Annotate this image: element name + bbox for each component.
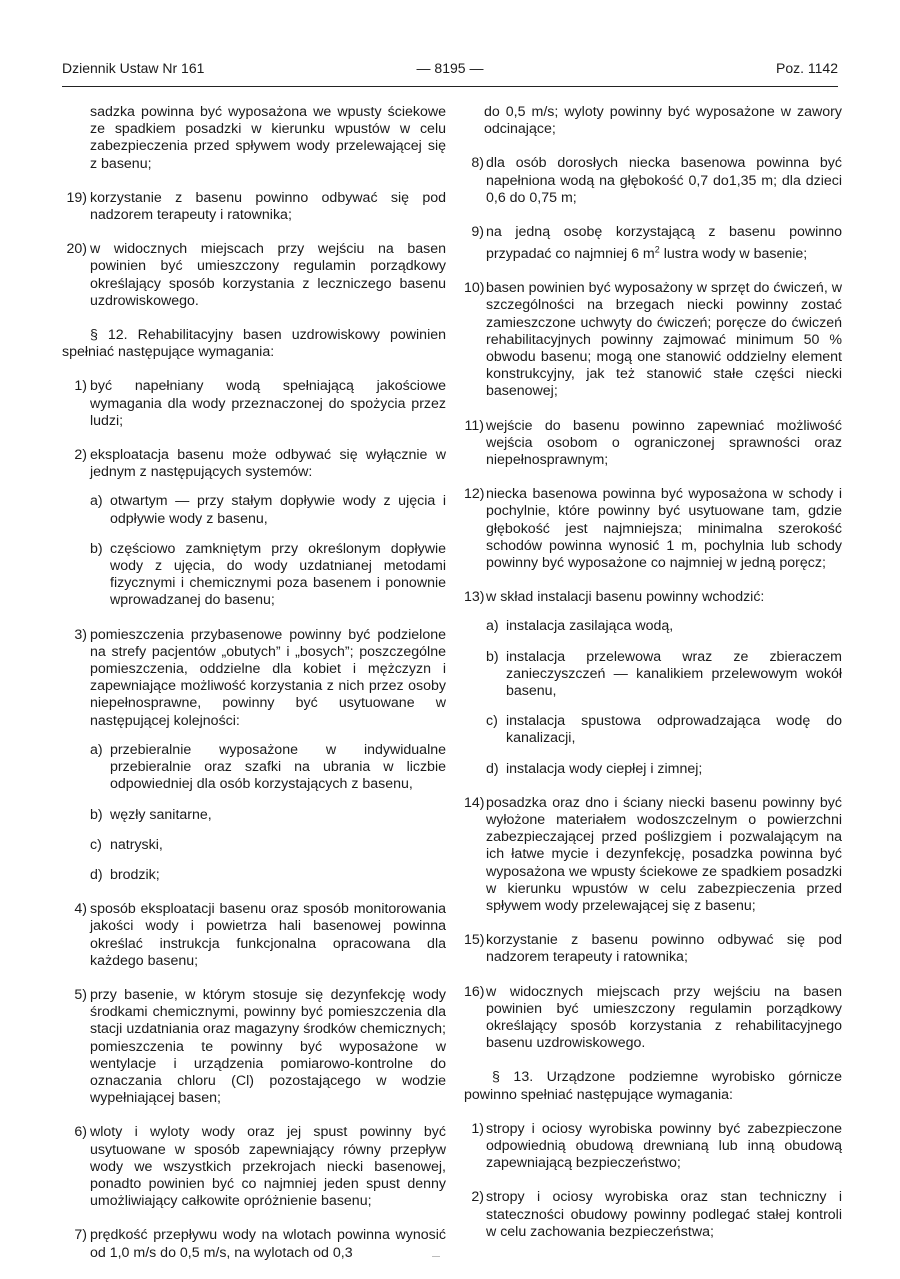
sub-item-text: instalacja zasilająca wodą,	[506, 618, 674, 635]
item-text: wejście do basenu powinno zapewniać możliwość wejścia osobom o ograniczonej sprawności oraz niepełnosprawnym;	[486, 417, 842, 468]
sub-item-letter: c)	[486, 713, 498, 730]
list-item	[62, 190, 446, 224]
continued-text: sadzka powinna być wyposażona we wpusty ściekowe ze spadkiem posadzki w kierunku wpustów w celu zabezpieczenia przed spływem wody przelewającej się z basenu;	[90, 104, 446, 172]
sub-item	[62, 837, 446, 854]
sub-item-letter: a)	[90, 741, 103, 758]
item-number: 13)	[464, 589, 485, 606]
item-text: dla osób dorosłych niecka basenowa powinna być napełniona wodą na głębokość 0,7 do1,35 m; dla dzieci 0,6 do 0,75 m;	[486, 155, 842, 206]
item-number: 12)	[464, 486, 485, 503]
item-number: 15)	[464, 932, 485, 949]
sub-item-text: otwartym — przy stałym dopływie wody z ujęcia i odpływie wody z basenu,	[110, 493, 446, 527]
list-item	[62, 1124, 446, 1210]
list-item	[62, 901, 446, 970]
item-text: eksploatacja basenu może odbywać się wyłącznie w jednym z następujących systemów:	[90, 447, 446, 481]
journal-title: Dziennik Ustaw Nr 161	[62, 60, 205, 76]
sub-item-text: instalacja przelewowa wraz ze zbieraczem zanieczyszczeń — kanalikiem przelewowym wokół basenu,	[506, 648, 842, 700]
item-text: w widocznych miejscach przy wejściu na basen powinien być umieszczony regulamin porządkowy określający sposób korzystania z rehabilitacyjnego basenu uzdrowiskowego.	[486, 983, 842, 1052]
list-item	[464, 280, 842, 400]
sub-item-letter: c)	[90, 836, 102, 853]
position-number: Poz. 1142	[775, 60, 838, 76]
list-item	[464, 589, 842, 606]
sub-item	[62, 541, 446, 610]
right-column	[464, 104, 842, 1258]
sub-item-text: częściowo zamkniętym przy określonym dopływie wody z ujęcia, do wody uzdatnianej metodami fizycznymi i chemicznymi poza basenem i ponownie wprowadzanej do basenu;	[110, 540, 446, 609]
list-item	[464, 1189, 842, 1241]
sub-item-letter: d)	[486, 760, 499, 777]
sub-item-text: instalacja wody ciepłej i zimnej;	[506, 760, 703, 777]
sub-item-text: natryski,	[110, 836, 163, 853]
list-item	[62, 378, 446, 430]
item-number: 7)	[74, 1227, 87, 1244]
sub-item	[464, 649, 842, 701]
item-text: korzystanie z basenu powinno odbywać się pod nadzorem terapeuty i ratownika;	[90, 189, 446, 224]
sub-item-letter: b)	[90, 806, 103, 823]
item-text: wloty i wyloty wody oraz jej spust powinny być usytuowane w sposób zapewniający równy przepływ wody we wszystkich przekrojach niecki basenowej, ponadto powinien być co najmniej jeden spust denny umożliwiający całkowite opróżnienie basenu;	[90, 1124, 446, 1210]
list-item	[464, 795, 842, 915]
list-item	[464, 418, 842, 470]
sub-item	[464, 761, 842, 778]
section-12-heading: § 12. Rehabilitacyjny basen uzdrowiskowy powinien spełniać następujące wymagania:	[62, 327, 446, 361]
sub-item	[62, 493, 446, 527]
sub-item	[62, 867, 446, 884]
sub-item-text: brodzik;	[110, 866, 160, 883]
left-column	[62, 104, 446, 1279]
sub-item-text: instalacja spustowa odprowadzająca wodę do kanalizacji,	[506, 713, 842, 747]
sub-item-letter: d)	[90, 866, 103, 883]
list-item	[464, 224, 842, 263]
item-number: 2)	[471, 1189, 484, 1206]
item-text: być napełniany wodą spełniającą jakościowe wymagania dla wody przeznaczonej do spożycia przez ludzi;	[90, 378, 446, 429]
item-text: w widocznych miejscach przy wejściu na basen powinien być umieszczony regulamin porządkowy określający sposób korzystania z leczniczego basenu uzdrowiskowego.	[90, 241, 446, 309]
item-number: 3)	[74, 626, 87, 643]
page-number: — 8195 —	[416, 60, 484, 76]
sub-item-letter: a)	[90, 493, 103, 510]
item-text: stropy i ociosy wyrobiska oraz stan techniczny i stateczności obudowy powinny podlegać stałej kontroli w celu zachowania bezpieczeństwa;	[486, 1189, 842, 1240]
section-13-heading: § 13. Urządzone podziemne wyrobisko górnicze powinno spełniać następujące wymagania:	[464, 1069, 842, 1103]
item-number: 4)	[74, 901, 87, 918]
sub-item-letter: b)	[486, 648, 499, 665]
header-rule	[62, 86, 838, 87]
list-item	[464, 1121, 842, 1173]
list-item	[464, 486, 842, 572]
item-number: 1)	[471, 1120, 484, 1137]
list-item	[464, 155, 842, 207]
item-text: prędkość przepływu wody na wlotach powinna wynosić od 1,0 m/s do 0,5 m/s, na wylotach od 0,3	[90, 1227, 446, 1261]
item-text: pomieszczenia przybasenowe powinny być podzielone na strefy pacjentów „obutych” i „bosych”; poszczególne pomieszczenia, oddzielne dla kobiet i mężczyzn i zapewniające możliwość korzystania z nich przez osoby niepełnosprawne, powinny być usytuowane w następującej kolejności:	[90, 626, 446, 729]
item-text-part: na jedną osobę korzystającą z basenu powinno przypadać co najmniej 6 m	[486, 224, 842, 262]
page-mark	[432, 1256, 440, 1257]
list-item	[62, 1227, 446, 1261]
item-text-part: lustra wody w basenie;	[659, 245, 808, 262]
item-number: 14)	[464, 794, 485, 811]
item-number: 1)	[74, 378, 87, 395]
item-number: 8)	[471, 155, 484, 172]
item-number: 11)	[464, 417, 484, 434]
item-text: niecka basenowa powinna być wyposażona w schody i pochylnie, które powinny być usytuowane tam, gdzie głębokość jest najmniejsza; minimalna szerokość schodów powinna wynosić 1 m, pochylnia lub schody powinny być wyposażone co najmniej w jedną poręcz;	[486, 486, 842, 571]
item-number: 5)	[74, 986, 87, 1003]
item-text: w skład instalacji basenu powinny wchodzić:	[486, 589, 765, 606]
sub-item-letter: a)	[486, 618, 499, 635]
sub-item	[62, 807, 446, 824]
item-number: 6)	[74, 1124, 87, 1141]
item-text: korzystanie z basenu powinno odbywać się pod nadzorem terapeuty i ratownika;	[486, 932, 842, 966]
item-text: posadzka oraz dno i ściany niecki basenu powinny być wyłożone materiałem wodoszczelnym o powierzchni zabezpieczającej przed poślizgiem i pozwalającym na ich łatwe mycie i dezynfekcję, posadzka powinna być wyposażona we wpusty ściekowe ze spadkiem posadzki w kierunku wpustów w celu zabezpieczenia przed spływem wody przelewającej się z basenu;	[486, 794, 842, 915]
sub-item-text: przebieralnie wyposażone w indywidualne przebieralnie oraz szafki na ubrania w liczbie odpowiedniej dla osób korzystających z basenu,	[110, 741, 446, 793]
list-item	[62, 241, 446, 310]
item-number: 9)	[471, 224, 484, 241]
superscript: 2	[654, 244, 660, 255]
list-item	[62, 627, 446, 730]
sub-item	[464, 713, 842, 747]
item-text: basen powinien być wyposażony w sprzęt do ćwiczeń, w szczególności na brzegach niecki powinny zostać zamieszczone uchwyty do ćwiczeń; poręcze do ćwiczeń rehabilitacyjnych powinny zajmować minimum 50 % obwodu basenu; mogą one stanowić oddzielny element konstrukcyjny, jak też stanowić stałe części niecki basenowej;	[486, 280, 842, 400]
item-number: 16)	[464, 983, 485, 1000]
item-text: przy basenie, w którym stosuje się dezynfekcję wody środkami chemicznymi, powinny być pomieszczenia dla stacji uzdatniania oraz magazyny środków chemicznych; pomieszczenia te powinny być wyposażone w wentylacje i urządzenia pomiarowo-kontrolne do oznaczania chloru (Cl) pozostającego w wodzie wypełniającej basen;	[90, 986, 446, 1107]
item-number: 10)	[464, 280, 485, 297]
list-item	[62, 987, 446, 1107]
sub-item	[464, 618, 842, 635]
item-number: 20)	[66, 241, 87, 258]
item-number: 19)	[66, 189, 87, 206]
running-header	[62, 60, 838, 82]
list-item	[464, 984, 842, 1053]
continued-text: do 0,5 m/s; wyloty powinny być wyposażone w zawory odcinające;	[484, 104, 842, 138]
item-number: 2)	[74, 447, 87, 464]
list-item	[464, 932, 842, 966]
item-text: sposób eksploatacji basenu oraz sposób monitorowania jakości wody i powietrza hali basenowej powinna określać instrukcja funkcjonalna opracowana dla każdego basenu;	[90, 901, 446, 969]
sub-item-letter: b)	[90, 540, 103, 557]
sub-item-text: węzły sanitarne,	[110, 806, 212, 823]
sub-item	[62, 742, 446, 794]
item-text	[486, 224, 842, 262]
list-item	[62, 447, 446, 481]
item-text: stropy i ociosy wyrobiska powinny być zabezpieczone odpowiednią obudową drewnianą lub inną obudową zapewniającą bezpieczeństwo;	[486, 1120, 842, 1172]
